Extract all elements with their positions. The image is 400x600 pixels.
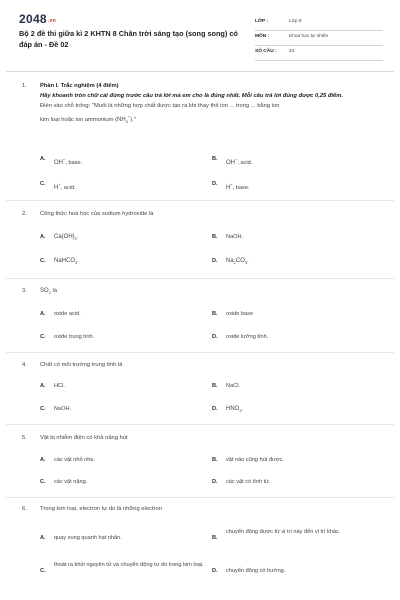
question-divider <box>6 424 394 425</box>
info-value: Khoa học tự nhiên <box>289 34 329 39</box>
info-key: SỐ CÂU : <box>255 49 277 54</box>
question-divider <box>6 497 394 498</box>
info-row-subject <box>255 31 383 46</box>
exam-page: $2048^{.vn}$ Bộ 2 đề thi giữa kì 2 KHTN 8 Chân trời sáng tạo (song song) có đáp án - Đề 02 LỚP : Lớp 8 MÔN : Khoa học tự nhiên SỐ CÂU : 24 1. Phần I. Trắc nghiệm (4 điểm) Hãy khoanh tròn chữ cái đứng trước câu trả lời mà em cho là đúng nhất. Mỗi câu trả lời đúng được 0,25 điểm. Điền vào chỗ trống: "Muối là những hợp chất được tạo ra khi thay thế ion ... trong ... bằng ion kim loại hoặc ion ammonium $(NH_4^+)$." A. OH−, base. B. OH−, acid. C. H+, acid. D. H+, base. 2. Công thức hoá học của sodium hydroxide là A. $Ca(OH)_2$. B. NaOH. C. NaHCO$_3$. D. $Na_2CO_3$. 3. $SO_2$ là A. oxide acid. B. oxide base C. oxide trung tính. D. oxide lưỡng tính. 4. Chất có môi trường trung tính là A. HCl. B. NaCl. C. NaOH. D. $HNO_3$. 5. Vật bị nhiễm điện có khả năng hút A. các vật nhỏ nhẹ. B. vật nào cũng hút được. C. các vật nặng. D. các vật có tính từ. 6. Trong kim loại, electron tự do là những electron A. quay xung quanh hạt nhân. B. chuyển động được từ vị trí này đến vị trí khác. C. thoát ra khỏi nguyên tử và chuyển động tự do trong kim loại. D. chuyển động có hướng. <box>0 0 400 600</box>
question-number: 1. <box>22 83 27 89</box>
info-value: 24 <box>289 49 295 54</box>
formula-so2: $SO_2$ <box>40 288 51 296</box>
formula-hno3: $HNO_3$ <box>226 406 242 414</box>
question-number: 6. <box>22 506 27 512</box>
question-4-stem: Chất có môi trường trung tính là <box>40 362 123 368</box>
question-divider <box>6 352 394 353</box>
question-number: 5. <box>22 435 27 441</box>
formula-h: H+ <box>54 182 61 191</box>
info-value: Lớp 8 <box>289 19 302 24</box>
formula-nh4: $NH_4^+$ <box>117 113 131 124</box>
formula-oh: OH− <box>226 157 238 166</box>
formula-na2co3: $Na_2CO_3$ <box>226 258 248 266</box>
stem-line: Điền vào chỗ trống: "Muối là những hợp chất được tạo ra khi thay thế ion ... trong ... bằng ion <box>40 103 280 110</box>
instruction-text: Hãy khoanh tròn chữ cái đứng trước câu trả lời mà em cho là đúng nhất. Mỗi câu trả lời đúng được 0,25 điểm. <box>40 93 344 100</box>
section-heading: Phần I. Trắc nghiệm (4 điểm) <box>40 83 119 89</box>
exam-info-table <box>255 16 383 61</box>
question-6-stem: Trong kim loại, electron tự do là những electron <box>40 506 162 512</box>
header-divider <box>6 71 394 72</box>
formula-caoh2: $Ca(OH)_2$ <box>54 234 77 242</box>
page-header <box>19 12 383 62</box>
info-key: MÔN : <box>255 34 270 39</box>
info-row-class <box>255 16 383 31</box>
question-number: 4. <box>22 362 27 368</box>
info-key: LỚP : <box>255 19 269 24</box>
formula-nahco3: NaHCO$_3$ <box>54 258 78 266</box>
logo-text: 2048 <box>19 12 47 26</box>
question-number: 2. <box>22 211 27 217</box>
question-number: 3. <box>22 288 27 294</box>
stem-line: kim loại hoặc ion ammonium $(NH_4^+)$." <box>40 113 136 124</box>
question-1-stem <box>40 81 385 127</box>
question-3-stem: $SO_2$ là <box>40 288 58 296</box>
question-divider <box>6 278 394 279</box>
question-5-stem: Vật bị nhiễm điện có khả năng hút <box>40 435 128 441</box>
logo-suffix: .vn <box>47 18 57 24</box>
formula-oh: OH− <box>54 157 66 166</box>
question-2-stem: Công thức hoá học của sodium hydroxide là <box>40 211 154 217</box>
exam-title: Bộ 2 đề thi giữa kì 2 KHTN 8 Chân trời sáng tạo (song song) có đáp án - Đề 02 <box>19 29 238 49</box>
formula-h: H+ <box>226 182 233 191</box>
question-divider <box>6 200 394 201</box>
site-logo[interactable] <box>19 12 56 26</box>
info-row-count <box>255 46 383 61</box>
